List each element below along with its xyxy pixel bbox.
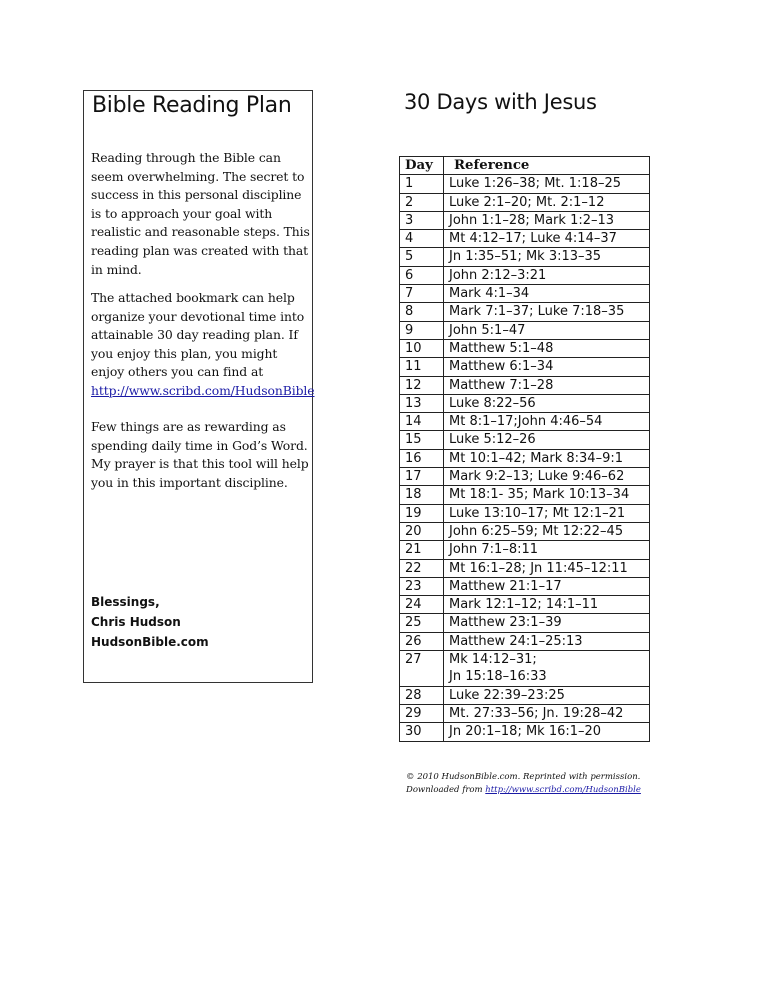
table-row xyxy=(400,577,650,595)
bookmark-paragraph xyxy=(91,289,313,401)
day-cell: 16 xyxy=(400,449,444,467)
reference-line: Jn 15:18–16:33 xyxy=(449,669,547,685)
table-row xyxy=(400,285,650,303)
reference-cell: Luke 22:39–23:25 xyxy=(444,686,650,704)
reference-cell: John 1:1–28; Mark 1:2–13 xyxy=(444,211,650,229)
table-row xyxy=(400,431,650,449)
table-row xyxy=(400,266,650,284)
day-cell: 20 xyxy=(400,522,444,540)
table-row xyxy=(400,632,650,650)
table-row xyxy=(400,413,650,431)
reference-cell: John 6:25–59; Mt 12:22–45 xyxy=(444,522,650,540)
day-cell: 9 xyxy=(400,321,444,339)
table-row xyxy=(400,175,650,193)
reference-cell: John 2:12–3:21 xyxy=(444,266,650,284)
day-cell: 29 xyxy=(400,704,444,722)
footer-link[interactable]: http://www.scribd.com/HudsonBible xyxy=(485,785,641,795)
table-row xyxy=(400,339,650,357)
table-row xyxy=(400,486,650,504)
day-cell: 14 xyxy=(400,413,444,431)
table-row xyxy=(400,651,650,687)
reference-cell: John 5:1–47 xyxy=(444,321,650,339)
day-column-header: Day xyxy=(400,157,444,175)
table-row xyxy=(400,193,650,211)
table-row xyxy=(400,686,650,704)
download-line xyxy=(406,784,706,796)
table-row xyxy=(400,522,650,540)
reference-cell: Matthew 6:1–34 xyxy=(444,358,650,376)
plan-title: 30 Days with Jesus xyxy=(404,90,597,114)
table-row xyxy=(400,376,650,394)
day-cell: 22 xyxy=(400,559,444,577)
table-row xyxy=(400,358,650,376)
day-cell: 4 xyxy=(400,230,444,248)
author-site: HudsonBible.com xyxy=(91,635,209,649)
reference-cell: Mt. 27:33–56; Jn. 19:28–42 xyxy=(444,704,650,722)
day-cell: 19 xyxy=(400,504,444,522)
day-cell: 26 xyxy=(400,632,444,650)
table-row xyxy=(400,248,650,266)
reference-cell: Mark 7:1–37; Luke 7:18–35 xyxy=(444,303,650,321)
table-body xyxy=(400,175,650,741)
table-row xyxy=(400,541,650,559)
intro-paragraph: Reading through the Bible can seem overwhelming. The secret to success in this personal discipline is to approach your goal with realistic and reasonable steps. This reading plan was created with that in mind. xyxy=(91,150,310,277)
table-row xyxy=(400,211,650,229)
reference-cell: Luke 5:12–26 xyxy=(444,431,650,449)
day-cell: 2 xyxy=(400,193,444,211)
closing-paragraph: Few things are as rewarding as spending daily time in God’s Word. My prayer is that this tool will help you in this important discipline. xyxy=(91,419,309,490)
reference-cell: Matthew 23:1–39 xyxy=(444,614,650,632)
table-row xyxy=(400,559,650,577)
table-header-row xyxy=(400,157,650,175)
reference-cell: Luke 8:22–56 xyxy=(444,394,650,412)
reference-cell: Mt 10:1–42; Mark 8:34–9:1 xyxy=(444,449,650,467)
table-row xyxy=(400,449,650,467)
day-cell: 25 xyxy=(400,614,444,632)
day-cell: 18 xyxy=(400,486,444,504)
reference-cell: Matthew 7:1–28 xyxy=(444,376,650,394)
table-row xyxy=(400,394,650,412)
table-row xyxy=(400,468,650,486)
reference-cell: Jn 20:1–18; Mk 16:1–20 xyxy=(444,723,650,741)
day-cell: 1 xyxy=(400,175,444,193)
day-cell: 11 xyxy=(400,358,444,376)
reference-cell: Jn 1:35–51; Mk 3:13–35 xyxy=(444,248,650,266)
day-cell: 17 xyxy=(400,468,444,486)
day-cell: 13 xyxy=(400,394,444,412)
reference-cell: Luke 13:10–17; Mt 12:1–21 xyxy=(444,504,650,522)
download-prefix: Downloaded from xyxy=(406,785,486,795)
day-cell: 28 xyxy=(400,686,444,704)
signoff: Blessings, xyxy=(91,595,160,609)
table-row xyxy=(400,596,650,614)
day-cell: 21 xyxy=(400,541,444,559)
reference-line: Mk 14:12–31; xyxy=(449,652,537,668)
day-cell: 12 xyxy=(400,376,444,394)
table-row xyxy=(400,504,650,522)
day-cell: 5 xyxy=(400,248,444,266)
day-cell: 27 xyxy=(400,651,444,687)
day-cell: 15 xyxy=(400,431,444,449)
author-name: Chris Hudson xyxy=(91,615,181,629)
reference-column-header: Reference xyxy=(444,157,650,175)
bookmark-panel xyxy=(83,90,313,683)
bookmark-title: Bible Reading Plan xyxy=(92,93,292,118)
bookmark-paragraph-text: The attached bookmark can help organize your devotional time into attainable 30 day reading plan. If you enjoy this plan, you might enjoy others you can find at xyxy=(91,290,305,380)
reference-cell: Mt 18:1- 35; Mark 10:13–34 xyxy=(444,486,650,504)
copyright-line: © 2010 HudsonBible.com. Reprinted with permission. xyxy=(406,772,641,782)
table-row xyxy=(400,303,650,321)
day-cell: 23 xyxy=(400,577,444,595)
day-cell: 6 xyxy=(400,266,444,284)
table-row xyxy=(400,321,650,339)
reference-cell: Mark 4:1–34 xyxy=(444,285,650,303)
day-cell: 10 xyxy=(400,339,444,357)
reference-cell: Matthew 5:1–48 xyxy=(444,339,650,357)
reference-cell: Matthew 24:1–25:13 xyxy=(444,632,650,650)
reference-cell: Mt 8:1–17;John 4:46–54 xyxy=(444,413,650,431)
scribd-link[interactable]: http://www.scribd.com/HudsonBible xyxy=(91,382,315,398)
reference-cell: Mt 16:1–28; Jn 11:45–12:11 xyxy=(444,559,650,577)
reference-cell: Mark 9:2–13; Luke 9:46–62 xyxy=(444,468,650,486)
reference-cell: John 7:1–8:11 xyxy=(444,541,650,559)
table-row xyxy=(400,230,650,248)
reading-plan-table xyxy=(399,156,650,742)
day-cell: 8 xyxy=(400,303,444,321)
reference-cell: Mark 12:1–12; 14:1–11 xyxy=(444,596,650,614)
reference-cell: Matthew 21:1–17 xyxy=(444,577,650,595)
reference-cell: Mt 4:12–17; Luke 4:14–37 xyxy=(444,230,650,248)
table-row xyxy=(400,723,650,741)
reference-cell: Luke 2:1–20; Mt. 2:1–12 xyxy=(444,193,650,211)
reference-cell: Luke 1:26–38; Mt. 1:18–25 xyxy=(444,175,650,193)
day-cell: 30 xyxy=(400,723,444,741)
day-cell: 3 xyxy=(400,211,444,229)
reference-cell xyxy=(444,651,650,687)
day-cell: 24 xyxy=(400,596,444,614)
table-row xyxy=(400,704,650,722)
table-row xyxy=(400,614,650,632)
day-cell: 7 xyxy=(400,285,444,303)
